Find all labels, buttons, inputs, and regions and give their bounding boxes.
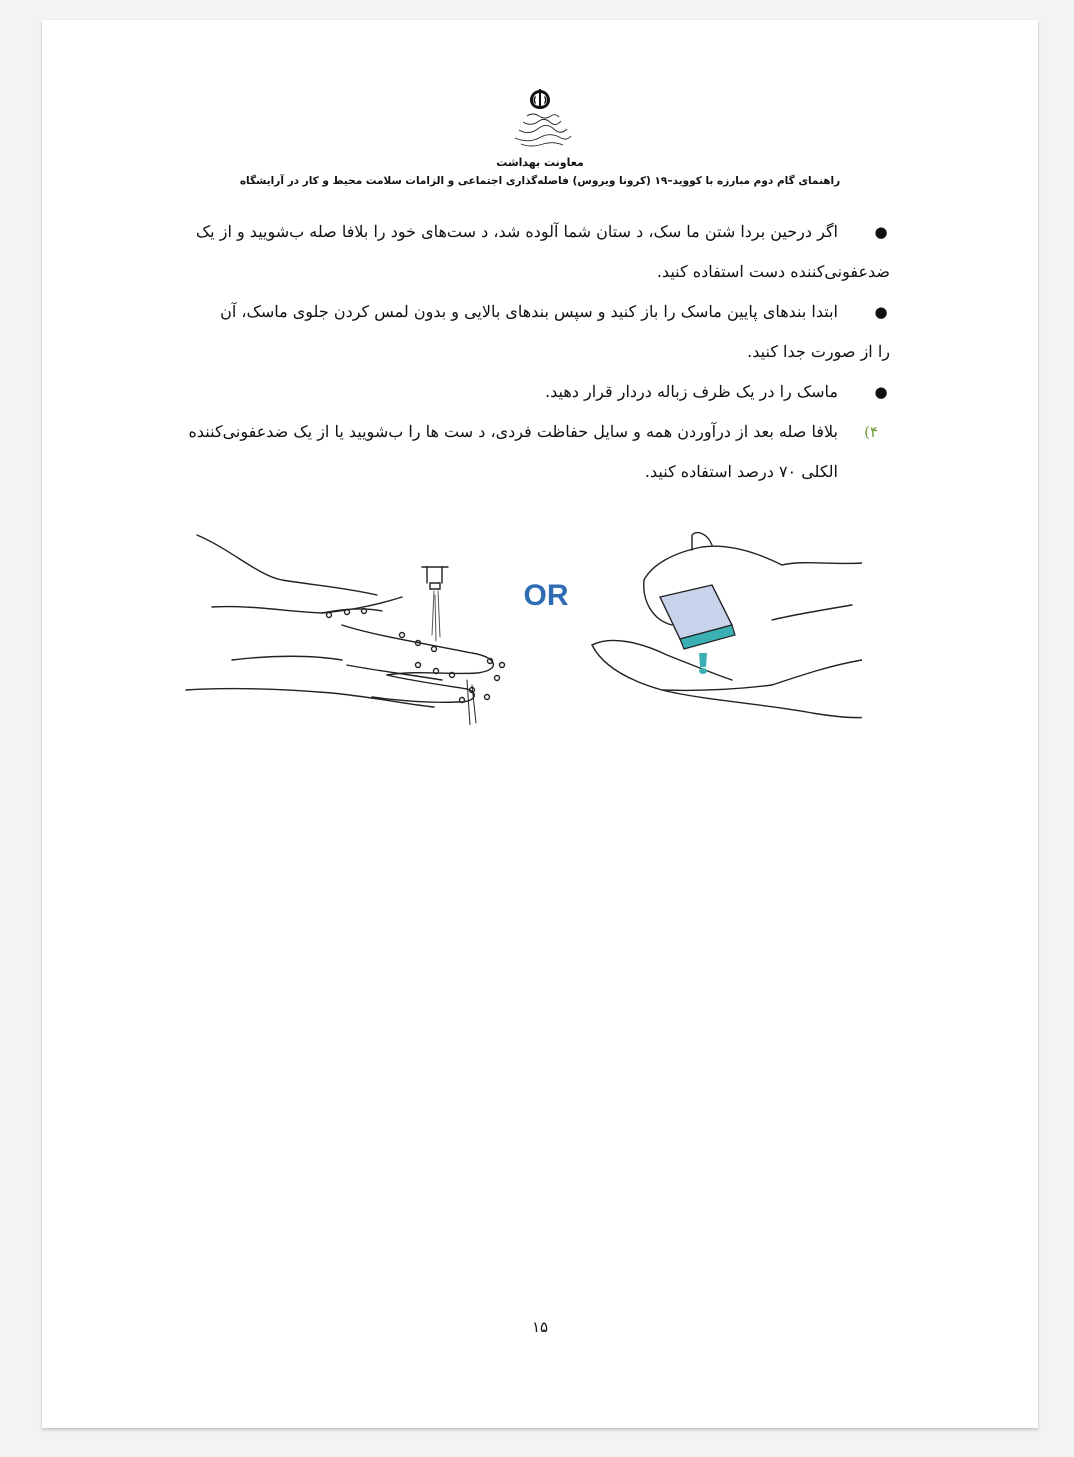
bullet-item — [138, 212, 890, 292]
document-body — [138, 212, 890, 492]
handwashing-drawing — [186, 535, 505, 725]
iran-emblem-logo — [485, 84, 595, 154]
bullet-text-continued: ضدعفونی‌کننده دست استفاده کنید. — [656, 262, 890, 281]
bullet-text-continued: را از صورت جدا کنید. — [747, 342, 890, 361]
sanitizer-bottle-icon — [660, 585, 735, 674]
bullet-text: ماسک را در یک ظرف زباله دردار قرار دهید. — [545, 382, 838, 401]
bullet-dot-icon: ● — [874, 383, 888, 401]
bullet-item — [138, 292, 890, 372]
deputy-label: معاونت بهداشت — [496, 156, 584, 169]
or-label: OR — [523, 579, 569, 612]
document-page — [42, 20, 1038, 1428]
page-number: ۱۵ — [531, 1318, 549, 1336]
bullet-text: اگر درحین بردا شتن ما سک، د ستان شما آلوده شد، د ست‌های خود را بلافا صله ب‌شویید و از یک — [195, 222, 838, 241]
document-title: راهنمای گام دوم مبارزه با کووید–۱۹ (کرونا ویروس) فاصله‌گذاری اجتماعی و الزامات سلامت محیط و کار در آرایشگاه — [239, 175, 841, 187]
numbered-text: بلافا صله بعد از درآوردن همه و سایل حفاظت فردی، د ست ها را ب‌شویید یا از یک ضدعفونی‌کننده — [188, 422, 838, 441]
document-header — [42, 84, 1038, 187]
item-number: ۴) — [864, 423, 878, 441]
bullet-text: ابتدا بندهای پایین ماسک را باز کنید و سپس بندهای بالایی و بدون لمس کردن جلوی ماسک، آن — [220, 302, 838, 321]
bullet-dot-icon: ● — [874, 223, 888, 241]
numbered-text-continued: الکلی ۷۰ درصد استفاده کنید. — [644, 462, 838, 481]
handwash-illustration — [172, 525, 862, 725]
bullet-dot-icon: ● — [874, 303, 888, 321]
bullet-item — [138, 372, 890, 412]
numbered-item — [138, 412, 890, 492]
